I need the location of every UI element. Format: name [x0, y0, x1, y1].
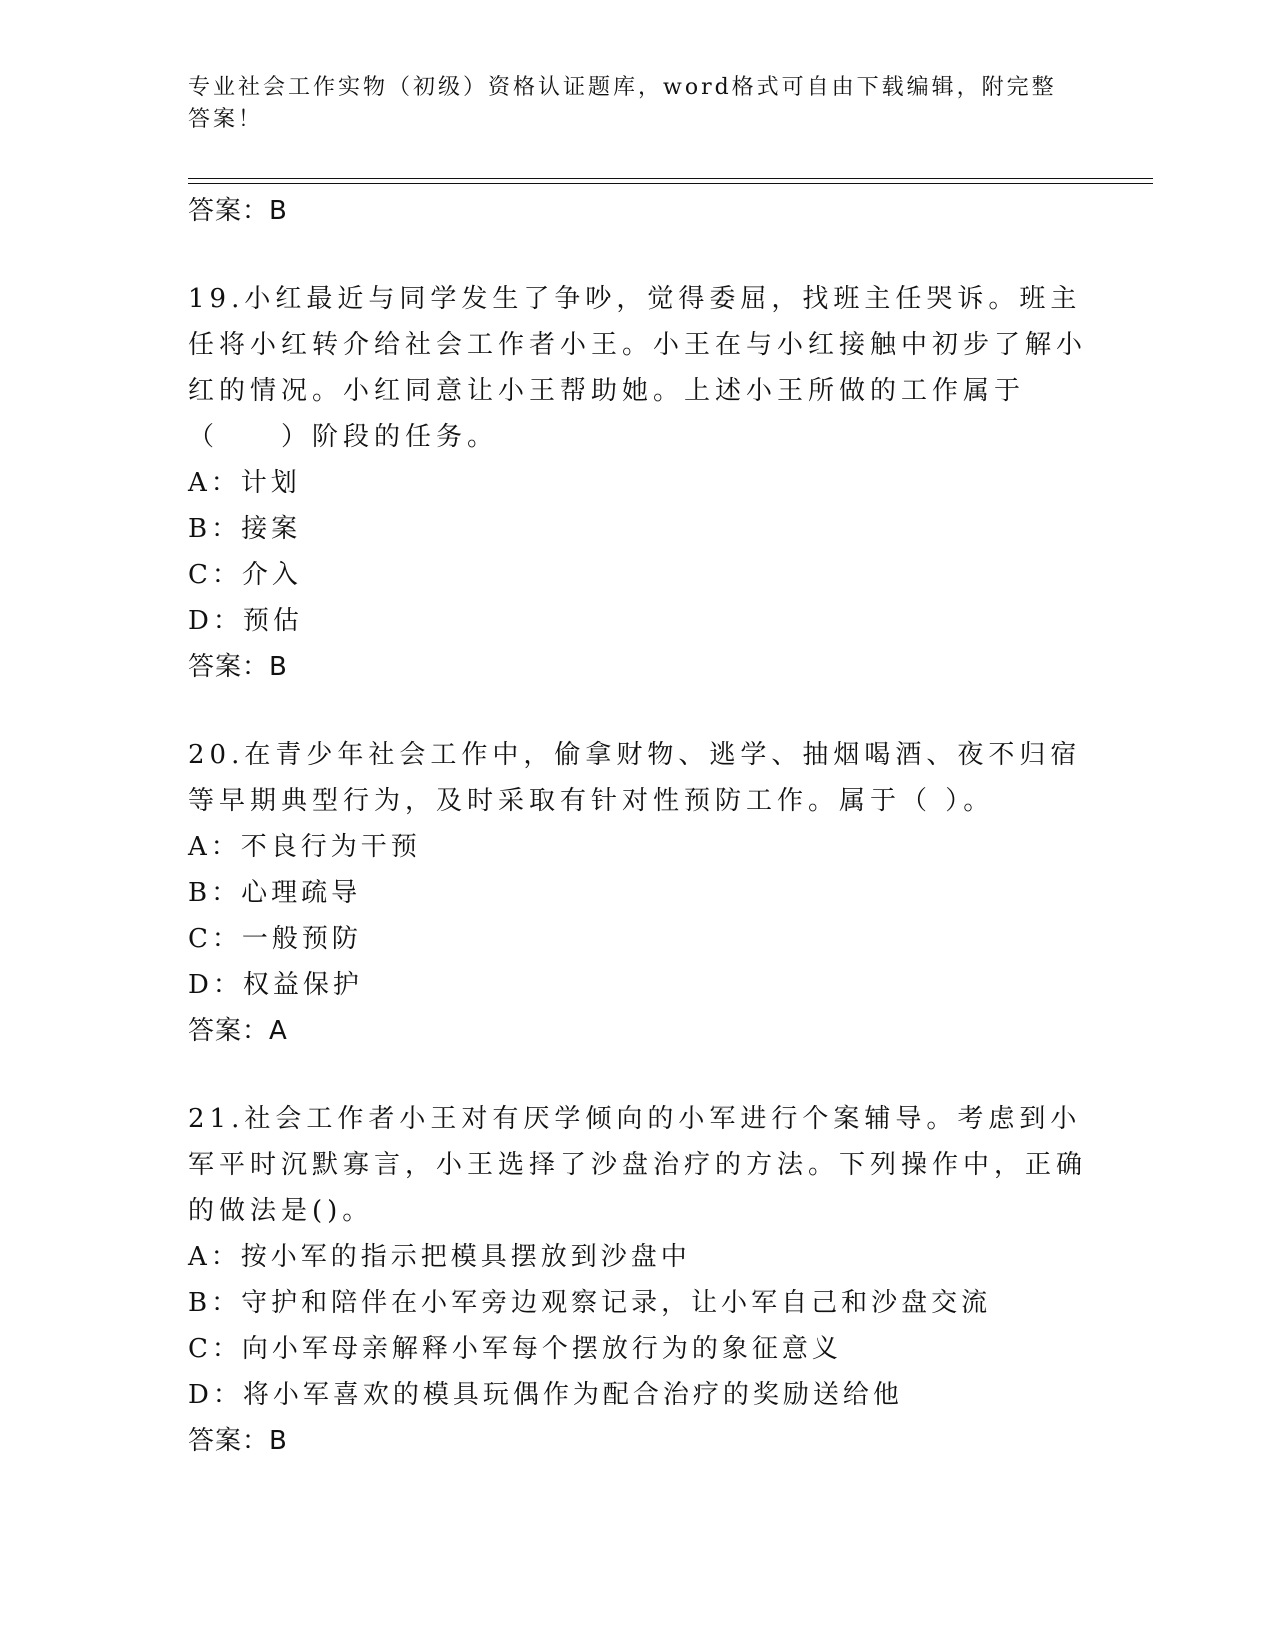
question-text: 20.在青少年社会工作中，偷拿财物、逃学、抽烟喝酒、夜不归宿等早期典型行为，及时采取有针对性预防工作。属于（ ）。	[188, 740, 1082, 816]
option-d: D：预估	[188, 606, 303, 636]
option-b: B：接案	[188, 514, 302, 544]
option-b: B：守护和陪伴在小军旁边观察记录，让小军自己和沙盘交流	[188, 1288, 992, 1318]
answer-line: 答案：B	[188, 652, 288, 682]
question-list	[188, 188, 1088, 1464]
answer-line: 答案：A	[188, 1016, 288, 1046]
question-text: 19.小红最近与同学发生了争吵，觉得委屈，找班主任哭诉。班主任将小红转介给社会工作者小王。小王在与小红接触中初步了解小红的情况。小红同意让小王帮助她。上述小王所做的工作属于（ ）阶段的任务。	[188, 284, 1088, 452]
question-text: 21.社会工作者小王对有厌学倾向的小军进行个案辅导。考虑到小军平时沉默寡言，小王选择了沙盘治疗的方法。下列操作中，正确的做法是()。	[188, 1104, 1088, 1226]
option-c: C：一般预防	[188, 924, 362, 954]
option-a: A：按小军的指示把模具摆放到沙盘中	[188, 1242, 691, 1272]
option-c: C：介入	[188, 560, 302, 590]
header-divider-top	[188, 178, 1153, 179]
option-b: B：心理疏导	[188, 878, 362, 908]
question-19	[188, 276, 1088, 690]
option-d: D：权益保护	[188, 970, 363, 1000]
option-c: C：向小军母亲解释小军每个摆放行为的象征意义	[188, 1334, 842, 1364]
answer-line: 答案：B	[188, 1426, 288, 1456]
header-divider-bottom	[188, 183, 1153, 184]
question-20	[188, 732, 1088, 1054]
option-d: D：将小军喜欢的模具玩偶作为配合治疗的奖励送给他	[188, 1380, 903, 1410]
answer-line: 答案：B	[188, 196, 288, 226]
option-a: A：不良行为干预	[188, 832, 421, 862]
option-a: A：计划	[188, 468, 301, 498]
page-header: 专业社会工作实物（初级）资格认证题库，word格式可自由下载编辑，附完整答案！	[188, 75, 1057, 132]
question-21	[188, 1096, 1088, 1464]
